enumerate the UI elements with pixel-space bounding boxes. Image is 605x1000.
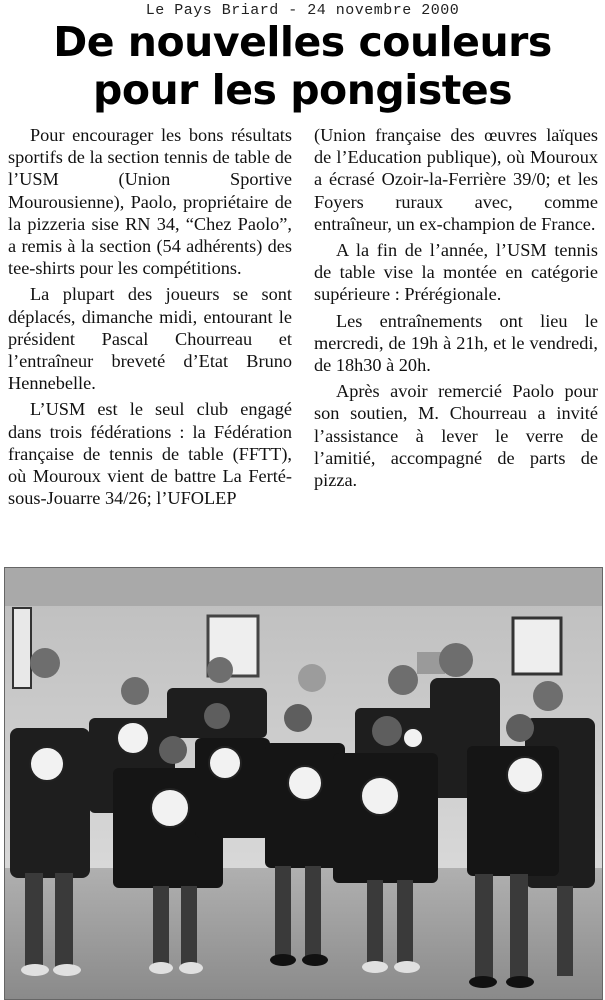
team-photo (4, 567, 603, 1000)
paragraph: La plupart des joueurs se sont déplacés, dimanche midi, entourant le président Pascal Chourreau et l’entraîneur breveté d’Etat Bruno Hennebelle. (8, 284, 292, 394)
paragraph: (Union française des œuvres laïques de l’Education publique), où Mouroux a écrasé Ozoir-la-Ferrière 39/0; et les Foyers ruraux avec, comme entraîneur, un ex-champion de France. (314, 125, 598, 234)
paragraph: L’USM est le seul club engagé dans trois fédérations : la Fédération française de tennis de table (FFTT), où Mouroux vient de battre La Ferté-sous-Jouarre 34/26; l’UFOLEP (8, 399, 292, 509)
right-column (314, 124, 598, 564)
paragraph: Les entraînements ont lieu le mercredi, de 19h à 21h, et le vendredi, de 18h30 à 20h. (314, 310, 598, 376)
left-column (8, 124, 292, 564)
team-photo-illustration (5, 568, 602, 999)
newspaper-masthead: Le Pays Briard - 24 novembre 2000 (145, 2, 460, 19)
article-body (8, 124, 598, 564)
paragraph: A la fin de l’année, l’USM tennis de table vise la montée en catégorie supérieure : Prérégionale. (314, 240, 598, 305)
headline-line-2: pour les pongistes (92, 66, 513, 114)
headline-line-1: De nouvelles couleurs (53, 18, 552, 66)
article-headline (0, 18, 605, 114)
paragraph: Après avoir remercié Paolo pour son soutien, M. Chourreau a invité l’assistance à lever le verre de l’amitié, accompagné de parts de pizza. (314, 381, 598, 491)
paragraph: Pour encourager les bons résultats sportifs de la section tennis de table de l’USM (Union Sportive Mourousienne), Paolo, propriétaire de la pizzeria sise RN 34, “Chez Paolo”, a remis à la section (54 adhérents) des tee-shirts pour les compétitions. (8, 125, 292, 279)
